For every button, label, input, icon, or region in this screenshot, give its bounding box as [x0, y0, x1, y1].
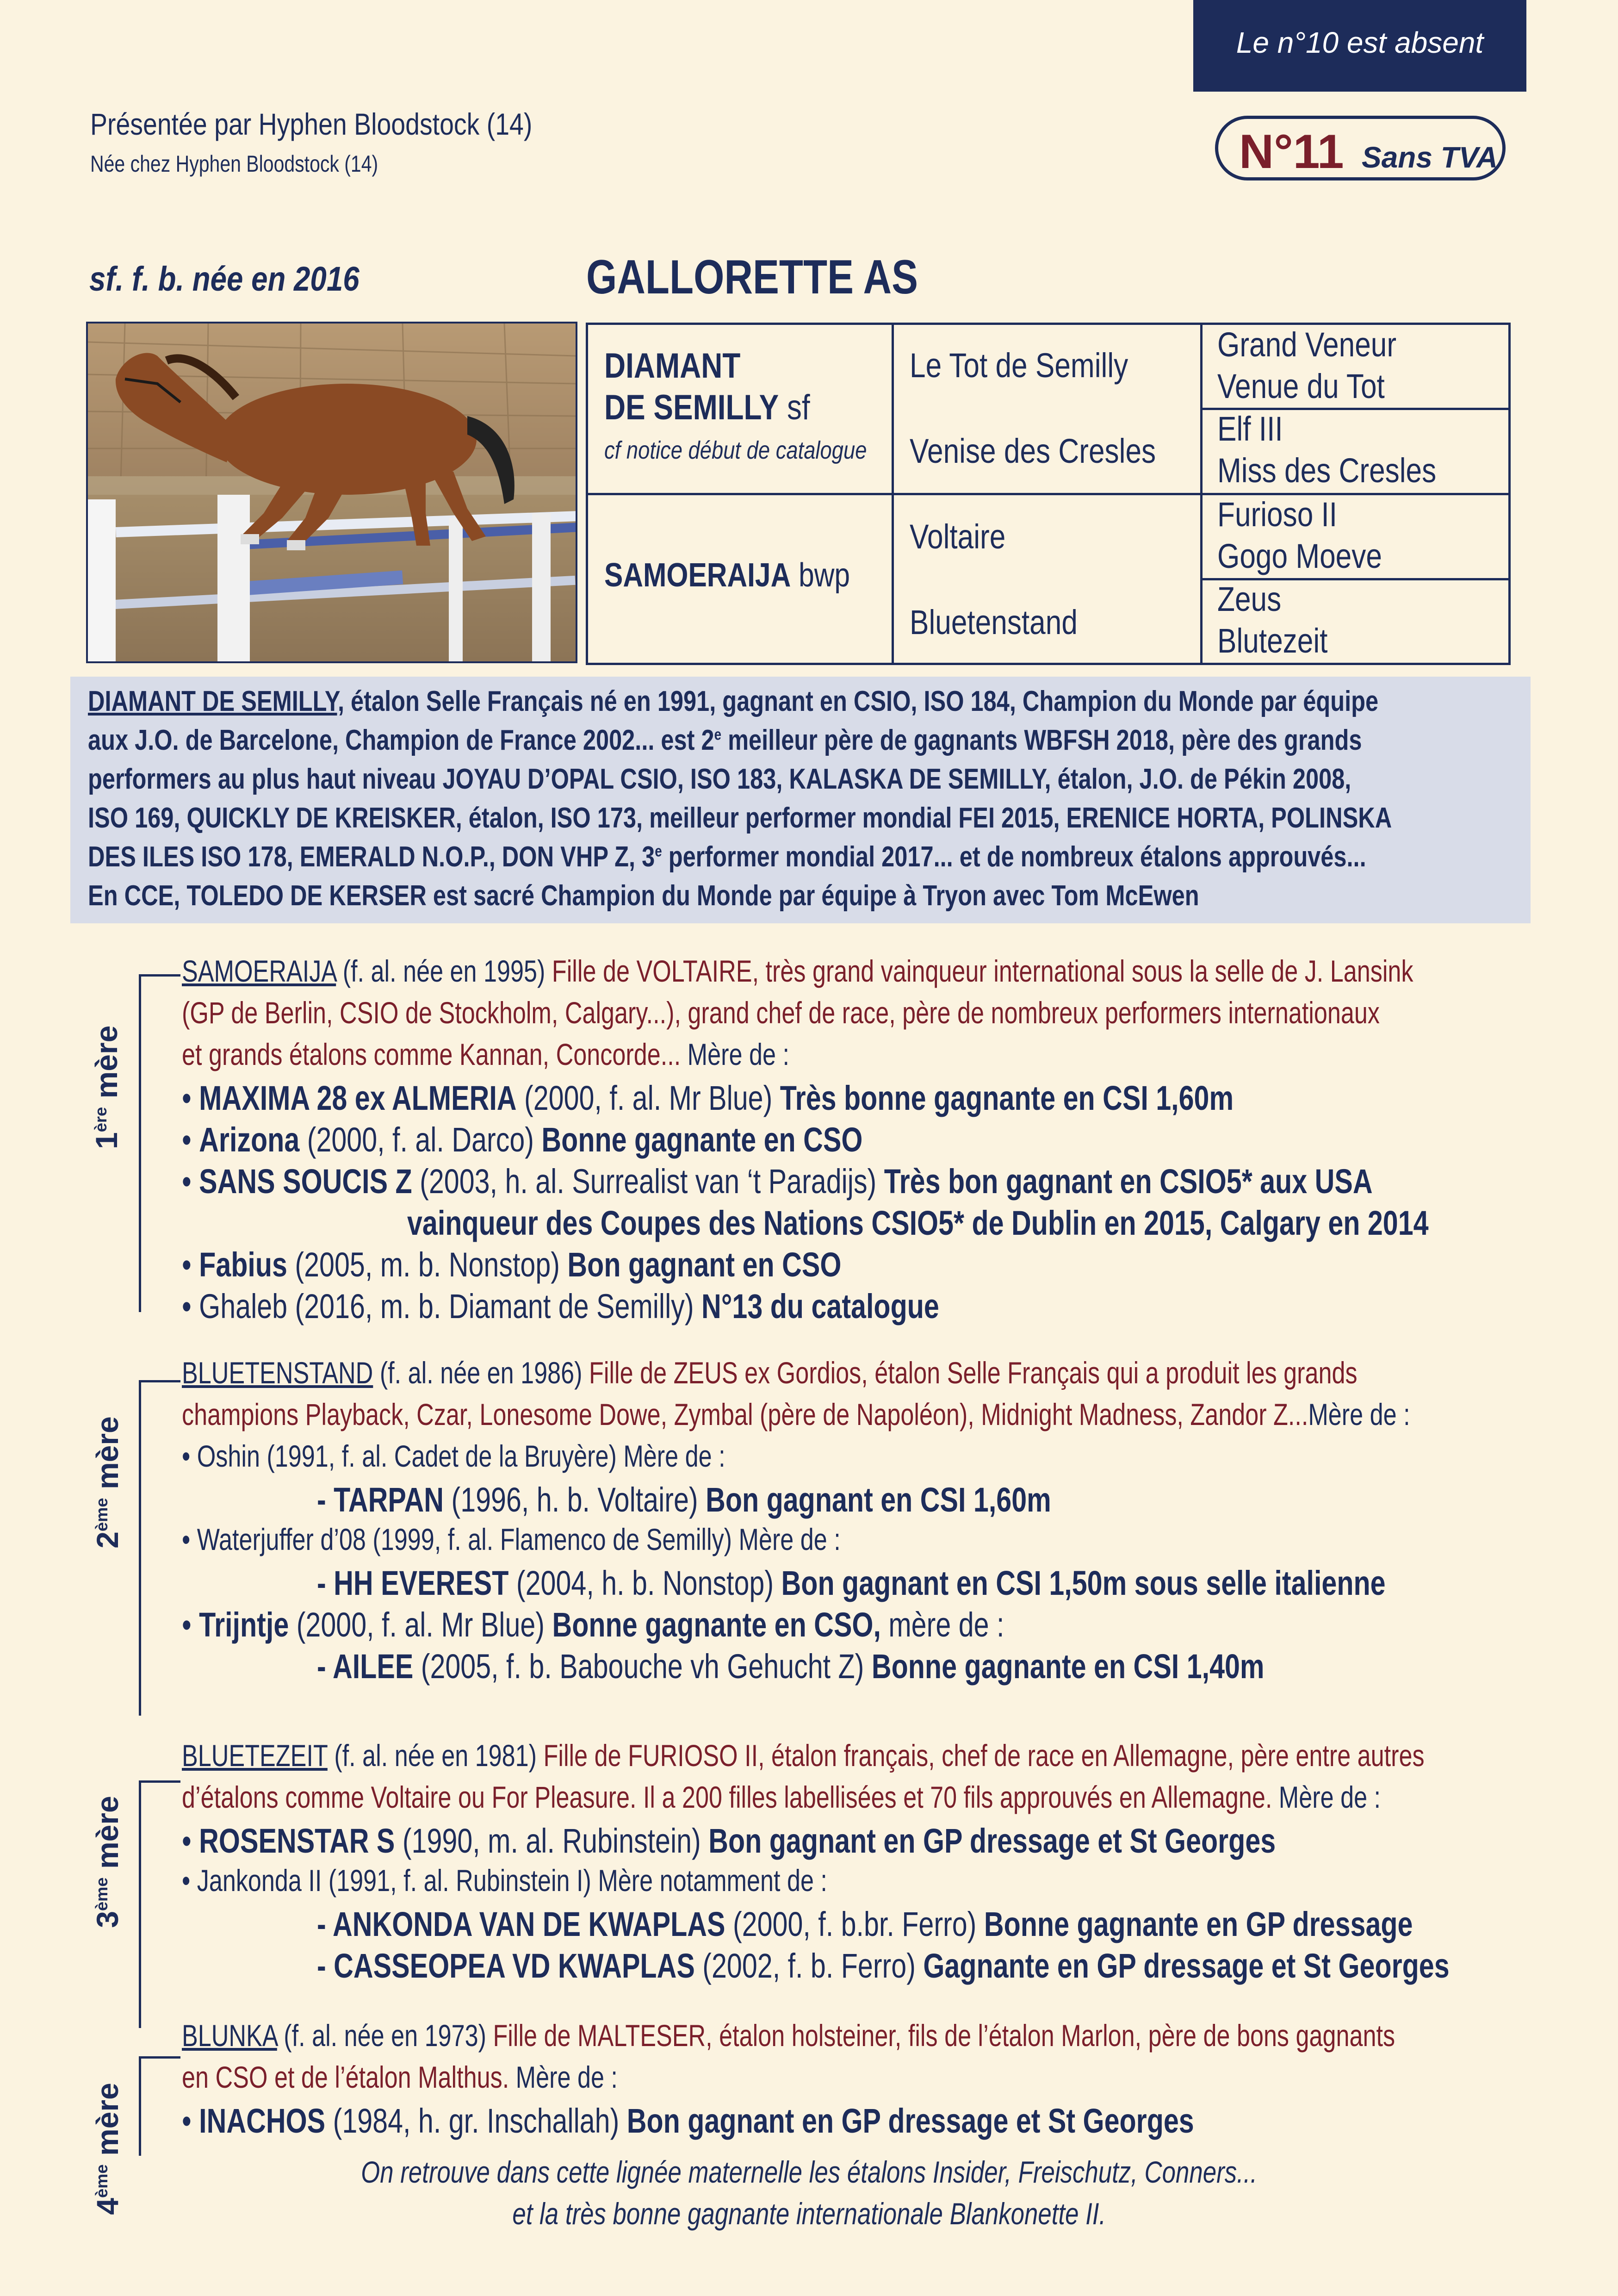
notice-line-6: En CCE, TOLEDO DE KERSER est sacré Champion du Monde par équipe à Tryon avec Tom McEwen [88, 880, 1199, 912]
dam-1-item: • SANS SOUCIS Z (2003, h. al. Surrealist van ‘t Paradijs) Très bon gagnant en CSIO5* aux USA [182, 1162, 1373, 1201]
dam-1-header: SAMOERAIJA (f. al. née en 1995) Fille de VOLTAIRE, très grand vainqueur international sous la selle de J. Lansink [182, 954, 1413, 988]
dam-3-header: BLUETEZEIT (f. al. née en 1981) Fille de FURIOSO II, étalon français, chef de race en Allemagne, père entre autres [182, 1738, 1425, 1773]
dam-1-item: • Fabius (2005, m. b. Nonstop) Bon gagnant en CSO [182, 1245, 842, 1284]
dam-4-line: • INACHOS (1984, h. gr. Inschallah) Bon gagnant en GP dressage et St Georges [182, 2102, 1194, 2140]
gen3-8: Blutezeit [1217, 622, 1328, 660]
horse-photo [86, 322, 577, 663]
dam-3-desc-2: d’étalons comme Voltaire ou For Pleasure. Il a 200 filles labellisées et 70 fils approuvés en Allemagne. Mère de : [182, 1780, 1381, 1814]
notice-line-2: aux J.O. de Barcelone, Champion de France 2002... est 2e meilleur père de gagnants WBFSH 2018, père des grands [88, 724, 1362, 756]
dam-4-label: 4ème mère [90, 2083, 124, 2215]
dam-name: SAMOERAIJA bwp [604, 557, 850, 594]
dam-1-label: 1ère mère [89, 1025, 124, 1149]
dam-1-desc-2: (GP de Berlin, CSIO de Stockholm, Calgary...), grand chef de race, père de nombreux performers internationaux [182, 996, 1380, 1030]
gen2-sire-dam: Venise des Cresles [910, 432, 1156, 470]
dam-2-line: - AILEE (2005, f. b. Babouche vh Gehucht Z) Bonne gagnante en CSI 1,40m [317, 1647, 1265, 1686]
notice-line-5: DES ILES ISO 178, EMERALD N.O.P., DON VHP Z, 3e performer mondial 2017... et de nombreux étalons approuvés... [88, 841, 1366, 873]
horse-name: GALLORETTE AS [586, 250, 918, 304]
gen3-6: Gogo Moeve [1217, 537, 1382, 575]
gen3-7: Zeus [1217, 580, 1282, 618]
footer-line-1: On retrouve dans cette lignée maternelle les étalons Insider, Freischutz, Conners... [361, 2155, 1257, 2189]
pedigree-table [586, 323, 1511, 665]
horse-sex-line: sf. f. b. née en 2016 [89, 260, 360, 298]
lot-number-badge [1215, 116, 1506, 180]
gen3-3: Elf III [1217, 410, 1283, 448]
presenter-line: Présentée par Hyphen Bloodstock (14) [90, 107, 533, 141]
dam-1-item: • MAXIMA 28 ex ALMERIA (2000, f. al. Mr Blue) Très bonne gagnante en CSI 1,60m [182, 1079, 1234, 1117]
footer-line-2: et la très bonne gagnante internationale Blankonette II. [512, 2196, 1106, 2231]
gen3-4: Miss des Cresles [1217, 451, 1437, 490]
gen2-dam-dam: Bluetenstand [910, 603, 1078, 641]
dam-3-line: - CASSEOPEA VD KWAPLAS (2002, f. b. Ferro) Gagnante en GP dressage et St Georges [317, 1947, 1450, 1985]
dam-3-line: • Jankonda II (1991, f. al. Rubinstein I) Mère notamment de : [182, 1863, 827, 1898]
sire-note: cf notice début de catalogue [604, 436, 867, 464]
dam-4-header: BLUNKA (f. al. née en 1973) Fille de MALTESER, étalon holsteiner, fils de l’étalon Marlon, père de bons gagnants [182, 2018, 1395, 2053]
notice-line-1: DIAMANT DE SEMILLY, étalon Selle Français né en 1991, gagnant en CSIO, ISO 184, Champion du Monde par équipe [88, 685, 1379, 717]
gen2-dam-sire: Voltaire [910, 517, 1006, 556]
dam-2-desc-2: champions Playback, Czar, Lonesome Dowe, Zymbal (père de Napoléon), Midnight Madness, Zandor Z...Mère de : [182, 1397, 1410, 1431]
sire-notice [70, 677, 1531, 923]
dam-1-desc-3: et grands étalons comme Kannan, Concorde... Mère de : [182, 1037, 789, 1071]
dam-3-line: - ANKONDA VAN DE KWAPLAS (2000, f. b.br. Ferro) Bonne gagnante en GP dressage [317, 1905, 1413, 1943]
dam-2-header: BLUETENSTAND (f. al. née en 1986) Fille de ZEUS ex Gordios, étalon Selle Français qui a produit les grands [182, 1356, 1358, 1390]
dam-2-label: 2ème mère [90, 1416, 124, 1549]
dam-2-line: • Trijntje (2000, f. al. Mr Blue) Bonne gagnante en CSO, mère de : [182, 1605, 1004, 1644]
breeder-line: Née chez Hyphen Bloodstock (14) [90, 151, 378, 177]
dam-2-line: - TARPAN (1996, h. b. Voltaire) Bon gagnant en CSI 1,60m [317, 1481, 1051, 1519]
dam-1-item-cont: vainqueur des Coupes des Nations CSIO5* de Dublin en 2015, Calgary en 2014 [407, 1204, 1429, 1242]
dam-4-desc-2: en CSO et de l’étalon Malthus. Mère de : [182, 2060, 618, 2094]
dam-2-line: • Waterjuffer d’08 (1999, f. al. Flamenco de Semilly) Mère de : [182, 1522, 841, 1556]
dam-2-line: - HH EVEREST (2004, h. b. Nonstop) Bon gagnant en CSI 1,50m sous selle italienne [317, 1564, 1386, 1602]
gen3-1: Grand Veneur [1217, 325, 1397, 364]
dam-3-label: 3ème mère [90, 1796, 124, 1928]
gen2-sire-sire: Le Tot de Semilly [910, 346, 1128, 385]
absent-banner [1193, 0, 1526, 92]
sire-name-line2: DE SEMILLY sf [604, 388, 810, 427]
dam-2-line: • Oshin (1991, f. al. Cadet de la Bruyère) Mère de : [182, 1439, 725, 1473]
dam-1-item: • Ghaleb (2016, m. b. Diamant de Semilly) N°13 du catalogue [182, 1287, 939, 1325]
gen3-2: Venue du Tot [1217, 367, 1385, 405]
lot-tva: Sans TVA [1362, 141, 1498, 174]
sire-name-line1: DIAMANT [604, 346, 741, 386]
gen3-5: Furioso II [1217, 495, 1338, 534]
lot-number: N°11 [1239, 125, 1344, 179]
absent-text: Le n°10 est absent [1236, 26, 1484, 59]
horse-jumping-image [88, 324, 576, 661]
dam-3-line: • ROSENSTAR S (1990, m. al. Rubinstein) Bon gagnant en GP dressage et St Georges [182, 1822, 1276, 1860]
notice-line-4: ISO 169, QUICKLY DE KREISKER, étalon, ISO 173, meilleur performer mondial FEI 2015, ERENICE HORTA, POLINSKA [88, 802, 1392, 834]
notice-line-3: performers au plus haut niveau JOYAU D’OPAL CSIO, ISO 183, KALASKA DE SEMILLY, étalon, J.O. de Pékin 2008, [88, 763, 1351, 795]
dam-1-item: • Arizona (2000, f. al. Darco) Bonne gagnante en CSO [182, 1120, 863, 1159]
